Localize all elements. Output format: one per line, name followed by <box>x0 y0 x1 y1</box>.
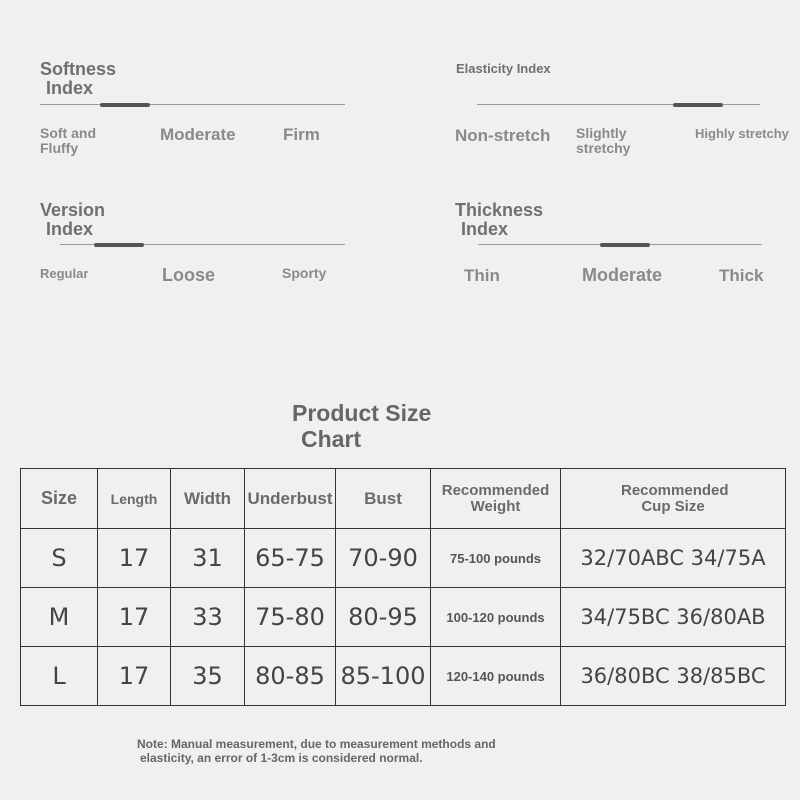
size-chart-table <box>20 468 786 706</box>
cell-recommended-weight: 120-140 pounds <box>431 647 561 706</box>
cell-length: 17 <box>98 647 171 706</box>
softness-option-moderate: Moderate <box>160 125 236 144</box>
cell-recommended-cup-size: 34/75BC 36/80AB <box>561 588 786 647</box>
softness-title-line1: Softness <box>40 59 117 79</box>
cell-bust: 80-95 <box>336 588 431 647</box>
version-title-line1: Version <box>40 200 106 220</box>
thickness-title-line1: Thickness <box>455 200 544 220</box>
cell-recommended-weight: 100-120 pounds <box>431 588 561 647</box>
version-scale-marker <box>94 243 144 247</box>
cell-underbust: 80-85 <box>245 647 336 706</box>
elasticity-option-slightly-stretchy: Slightly stretchy <box>576 125 631 156</box>
size-chart-title <box>292 400 431 452</box>
table-row <box>21 647 786 706</box>
elasticity-option-non-stretch: Non-stretch <box>455 126 551 145</box>
cell-size: S <box>21 529 98 588</box>
cell-underbust: 75-80 <box>245 588 336 647</box>
note-line2: elasticity, an error of 1-3cm is considered normal. <box>140 751 423 765</box>
softness-option-soft: Soft and Fluffy <box>40 125 96 156</box>
cell-recommended-cup-size: 32/70ABC 34/75A <box>561 529 786 588</box>
size-chart-title-line1: Product Size <box>292 400 432 426</box>
softness-scale-marker <box>100 103 150 107</box>
column-header-recommended-weight: Recommended Weight <box>431 469 561 529</box>
cell-underbust: 65-75 <box>245 529 336 588</box>
cell-size: L <box>21 647 98 706</box>
column-header-recommended-cup-size: Recommended Cup Size <box>561 469 786 529</box>
cell-size: M <box>21 588 98 647</box>
measurement-note <box>137 737 496 765</box>
column-header-length: Length <box>98 469 171 529</box>
table-row <box>21 588 786 647</box>
thickness-option-thick: Thick <box>719 266 764 285</box>
column-header-size: Size <box>21 469 98 529</box>
thickness-option-moderate: Moderate <box>582 265 663 285</box>
cell-width: 33 <box>171 588 245 647</box>
cell-width: 31 <box>171 529 245 588</box>
cell-length: 17 <box>98 529 171 588</box>
note-line1: Note: Manual measurement, due to measurement methods and <box>137 737 496 751</box>
table-header-row <box>21 469 786 529</box>
cell-bust: 85-100 <box>336 647 431 706</box>
column-header-bust: Bust <box>336 469 431 529</box>
version-option-loose: Loose <box>162 265 216 285</box>
cell-width: 35 <box>171 647 245 706</box>
thickness-option-thin: Thin <box>464 266 500 285</box>
version-title-line2: Index <box>46 219 94 239</box>
version-option-sporty: Sporty <box>282 265 327 281</box>
table-row <box>21 529 786 588</box>
thickness-scale-marker <box>600 243 650 247</box>
elasticity-index-title: Elasticity Index <box>456 61 551 76</box>
column-header-underbust: Underbust <box>245 469 336 529</box>
softness-title-line2: Index <box>46 78 94 98</box>
softness-option-firm: Firm <box>283 125 320 144</box>
thickness-index-title <box>455 201 543 239</box>
elasticity-scale-marker <box>673 103 723 107</box>
thickness-title-line2: Index <box>461 219 509 239</box>
size-chart-title-line2: Chart <box>301 426 362 452</box>
version-index-title <box>40 201 105 239</box>
cell-recommended-weight: 75-100 pounds <box>431 529 561 588</box>
column-header-width: Width <box>171 469 245 529</box>
cell-length: 17 <box>98 588 171 647</box>
elasticity-option-highly-stretchy: Highly stretchy <box>695 126 789 141</box>
cell-bust: 70-90 <box>336 529 431 588</box>
softness-index-title <box>40 60 116 98</box>
cell-recommended-cup-size: 36/80BC 38/85BC <box>561 647 786 706</box>
version-option-regular: Regular <box>40 266 89 281</box>
softness-scale-track <box>40 104 345 105</box>
